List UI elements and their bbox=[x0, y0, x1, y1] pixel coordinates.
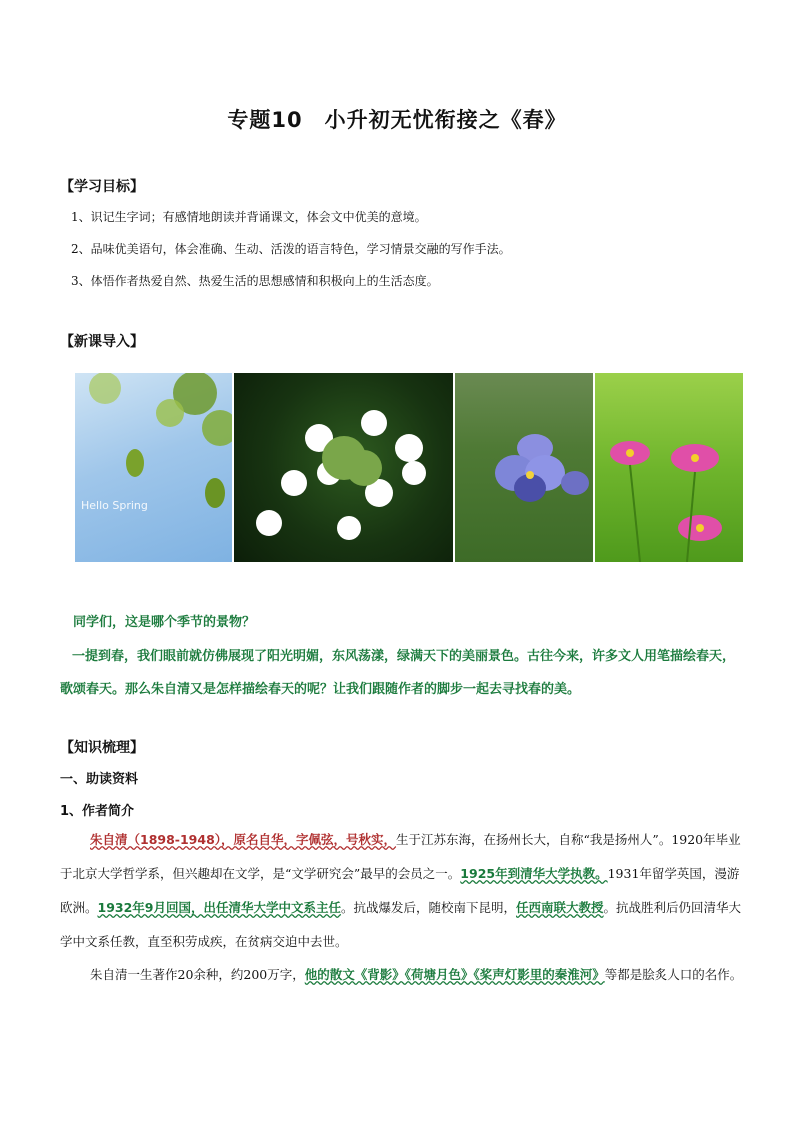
hello-spring-photo bbox=[75, 373, 232, 562]
pansy-photo bbox=[455, 373, 593, 562]
highlight-southwest-university: 任西南联大教授 bbox=[516, 900, 604, 915]
intro-paragraph: 一提到春，我们眼前就仿佛展现了阳光明媚，东风荡漾，绿满天下的美丽景色。古往今来，许多文人用笔描绘春天，歌颂春天。那么朱自清又是怎样描绘春天的呢？让我们跟随作者的脚步一起去寻找春的美。 bbox=[60, 649, 736, 697]
knowledge-heading: 【知识梳理】 bbox=[60, 740, 144, 756]
objective-item: 1、识记生字词；有感情地朗读并背诵课文，体会文中优美的意境。 bbox=[71, 210, 427, 224]
cosmos-photo bbox=[595, 373, 743, 562]
highlight-1932: 1932年9月回国，出任清华大学中文系主任 bbox=[97, 900, 342, 915]
author-intro-heading: 1、作者简介 bbox=[60, 804, 135, 819]
objective-item: 2、品味优美语句，体会准确、生动、活泼的语言特色，学习情景交融的写作手法。 bbox=[71, 242, 511, 256]
works-highlight: 他的散文《背影》《荷塘月色》《桨声灯影里的秦淮河》 bbox=[304, 967, 605, 982]
white-blossom-photo bbox=[234, 373, 453, 562]
intro-question: 同学们，这是哪个季节的景物？ bbox=[73, 615, 256, 630]
spring-photo-strip bbox=[75, 373, 743, 562]
reading-materials-heading: 一、助读资料 bbox=[60, 772, 139, 787]
author-bio-paragraph: 朱自清（1898-1948），原名自华，字佩弦，号秋实，生于江苏东海，在扬州长大，自称“我是扬州人”。1920年毕业于北京大学哲学系，但兴趣却在文学，是“文学研究会”最早的会员之一。1925年到清华大学执教。1931年留学英国，漫游欧洲。1932年9月回国，出任清华大学中文系主任。抗战爆发后，随校南下昆明，任西南联大教授。抗战胜利后仍回清华大学中文系任教，直至积劳成疾，在贫病交迫中去世。 bbox=[60, 832, 742, 949]
intro-heading: 【新课导入】 bbox=[60, 334, 144, 350]
objectives-heading: 【学习目标】 bbox=[60, 179, 144, 195]
works-paragraph: 朱自清一生著作20余种，约200万字，他的散文《背影》《荷塘月色》《桨声灯影里的秦淮河》等都是脍炙人口的名作。 bbox=[90, 967, 743, 982]
highlight-1925: 1925年到清华大学执教。 bbox=[460, 866, 608, 881]
objective-item: 3、体悟作者热爱自然、热爱生活的思想感情和积极向上的生活态度。 bbox=[71, 274, 439, 288]
photo-caption: Hello Spring bbox=[81, 499, 148, 512]
page-title: 专题10 小升初无忧衔接之《春》 bbox=[227, 108, 567, 132]
author-name-highlight: 朱自清（1898-1948），原名自华，字佩弦，号秋实， bbox=[90, 832, 397, 847]
